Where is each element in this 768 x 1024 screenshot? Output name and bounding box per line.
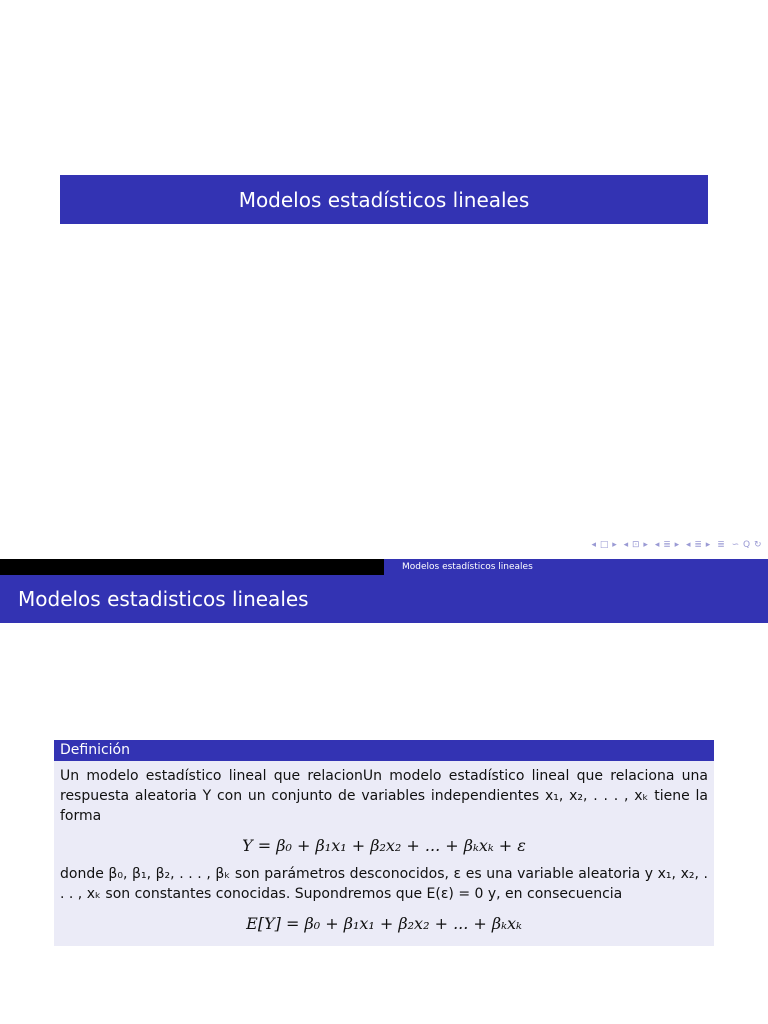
definition-block xyxy=(54,740,714,946)
navigation-bar xyxy=(588,540,762,550)
headline-left xyxy=(0,559,384,575)
definition-paragraph-2: donde β₀, β₁, β₂, . . . , βₖ son parámetros desconocidos, ε es una variable aleatoria y x₁, x₂, . . . , xₖ son constantes conocidas. Supondremos que E(ε) = 0 y, en consecuencia xyxy=(60,866,708,902)
definition-paragraph-1: Un modelo estadístico lineal que relacionUn modelo estadístico lineal que relaciona una respuesta aleatoria Y con un conjunto de variables independientes x₁, x₂, . . . , xₖ tiene la forma xyxy=(60,768,708,824)
headline-right: Modelos estadísticos lineales xyxy=(384,559,768,575)
headline-bar xyxy=(0,559,768,575)
definition-title: Definición xyxy=(54,740,714,761)
nav-subsection-list-icon[interactable]: ◂ ≣ ▸ xyxy=(686,540,711,550)
equation-2: E[Y] = β₀ + β₁x₁ + β₂x₂ + ... + βₖxₖ xyxy=(246,914,522,933)
slide-2 xyxy=(0,559,768,1024)
nav-toc-icon[interactable]: ≣ xyxy=(717,540,726,550)
nav-subsection-icon[interactable]: ◂ ⊡ ▸ xyxy=(623,540,649,550)
title-box xyxy=(60,175,708,224)
nav-search-icon[interactable]: ∽ Q ↻ xyxy=(731,540,762,550)
definition-body xyxy=(54,761,714,946)
slide-title: Modelos estadísticos lineales xyxy=(238,187,530,212)
equation-1: Y = β₀ + β₁x₁ + β₂x₂ + ... + βₖxₖ + ε xyxy=(242,836,526,855)
nav-section-icon[interactable]: ◂ ≣ ▸ xyxy=(654,540,680,550)
nav-frame-icon[interactable]: ◂ □ ▸ xyxy=(591,540,618,550)
frame-title: Modelos estadisticos lineales xyxy=(0,575,768,623)
